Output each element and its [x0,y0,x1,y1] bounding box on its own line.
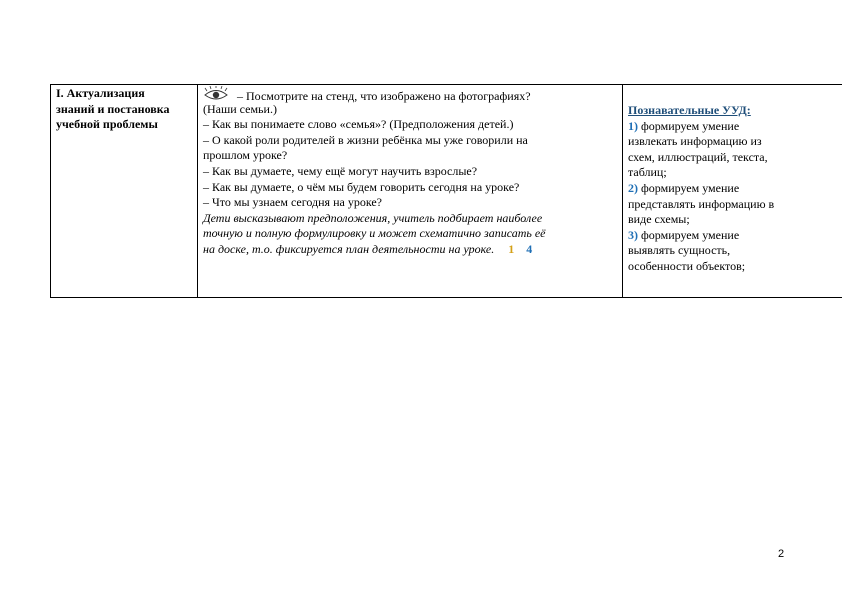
activity-cell [203,86,619,258]
activity-question: – Посмотрите на стенд, что изображено на фотографиях? [237,89,531,103]
uud-item-text: виде схемы; [628,212,690,227]
activity-line: (Наши семьи.) [203,101,277,116]
uud-item-text: извлекать информацию из [628,134,762,149]
uud-item-text: таблиц; [628,165,667,180]
marker-1: 1 [508,241,515,256]
activity-question: – Как вы думаете, чему ещё могут научить взрослые? [203,163,478,178]
activity-question: – Как вы понимаете слово «семья»? (Предположения детей.) [203,117,514,132]
uud-item-text: формируем умение [638,118,740,133]
uud-title: Познавательные УУД: [628,103,751,117]
uud-item-number: 2) [628,180,638,195]
uud-item-text: особенности объектов; [628,258,746,273]
uud-cell [628,86,778,275]
eye-icon [203,86,229,103]
uud-item-number: 1) [628,118,638,133]
column-divider-2 [622,84,623,298]
activity-note: точную и полную формулировку и может схематично записать её [203,226,546,241]
uud-item-text: формируем умение [638,180,740,195]
activity-question: – Что мы узнаем сегодня на уроке? [203,195,383,210]
stage-title-line: знаний и постановка [56,101,170,116]
activity-question: – Как вы думаете, о чём мы будем говорить сегодня на уроке? [203,179,520,194]
uud-item-text: представлять информацию в [628,196,775,211]
activity-question: – О какой роли родителей в жизни ребёнка мы уже говорили на [203,132,528,147]
uud-item-text: схем, иллюстраций, текста, [628,149,768,164]
activity-note: на доске, т.о. фиксируется план деятельности на уроке. [203,241,495,256]
uud-item-text: формируем умение [638,227,740,242]
stage-title-line: учебной проблемы [56,117,158,132]
stage-cell [56,86,194,133]
uud-item-text: выявлять сущность, [628,243,731,258]
marker-4: 4 [526,241,533,256]
page-number: 2 [778,548,785,560]
column-divider-1 [197,84,198,298]
stage-title-line: І. Актуализация [56,86,145,100]
activity-note: Дети высказывают предположения, учитель подбирает наиболее [203,210,543,225]
uud-item-number: 3) [628,227,638,242]
activity-line: прошлом уроке? [203,148,288,163]
